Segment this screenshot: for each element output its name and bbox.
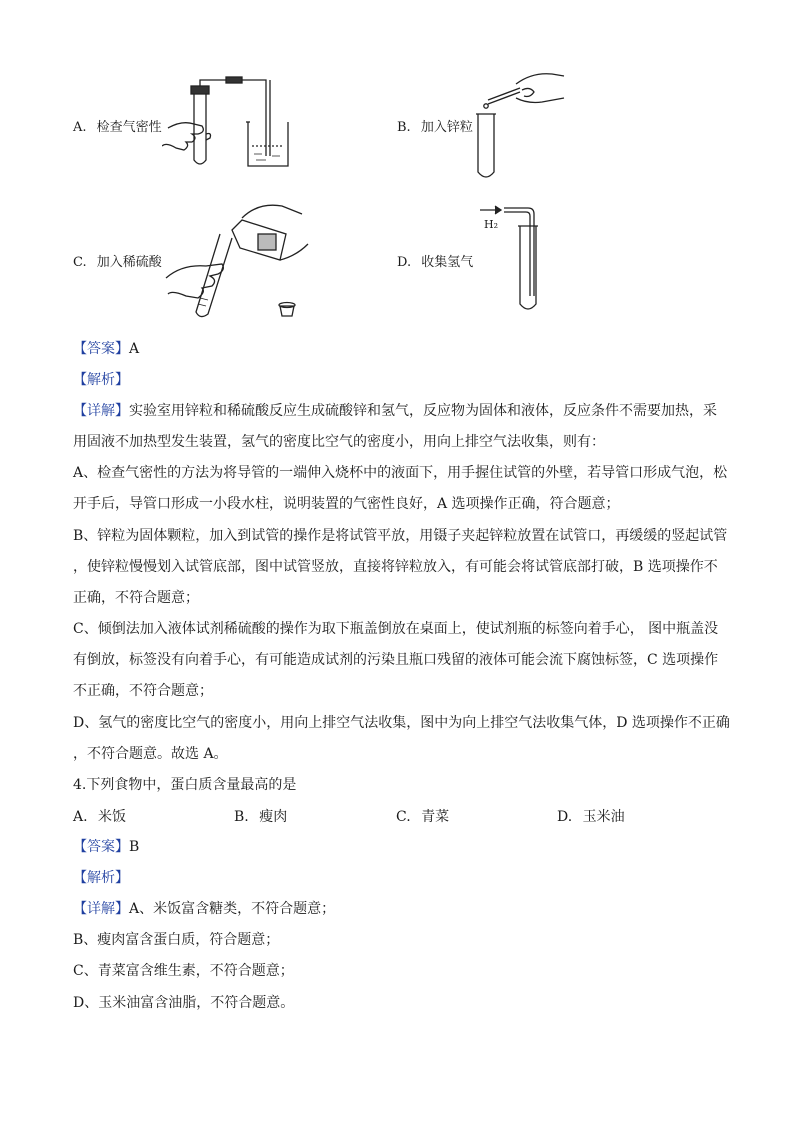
choice-b-letter: B. [234, 809, 249, 825]
airtightness-check-figure [162, 76, 294, 172]
choice-d-text: 玉米油 [582, 809, 625, 825]
detail-text: A、米饭富含糖类，不符合题意； [129, 901, 336, 917]
option-c-letter: C. [73, 255, 87, 270]
detail-text: 实验室用锌粒和稀硫酸反应生成硫酸锌和氢气，反应物为固体和液体，反应条件不需要加热，采 [129, 403, 717, 419]
detail-line: B、瘦肉富含蛋白质，符合题意； [73, 932, 280, 948]
detail-line: D、氢气的密度比空气的密度小，用向上排空气法收集，图中为向上排空气法收集气体，D 选项操作不正确 [73, 715, 730, 731]
choice-b [234, 806, 287, 826]
option-a-letter: A. [73, 120, 87, 135]
option-b-text: 加入锌粒 [420, 120, 473, 135]
detail-line: 不正确，不符合题意； [73, 683, 213, 699]
option-d-text: 收集氢气 [421, 255, 474, 270]
choice-c [396, 806, 449, 826]
detail-line: ，使锌粒慢慢划入试管底部，图中试管竖放，直接将锌粒放入，有可能会将试管底部打破，B 选项操作不 [73, 559, 718, 575]
detail-line: 用固液不加热型发生装置，氢气的密度比空气的密度小，用向上排空气法收集，则有： [73, 434, 605, 450]
detail-line: B、锌粒为固体颗粒，加入到试管的操作是将试管平放，用镊子夹起锌粒放置在试管口，再缓缓的竖起试管 [73, 528, 728, 544]
choice-a-letter: A. [73, 809, 88, 825]
choice-d-letter: D. [557, 809, 573, 825]
choice-a-text: 米饭 [98, 809, 127, 825]
option-d [397, 251, 473, 270]
detail-line: 正确，不符合题意； [73, 590, 199, 606]
analysis-line-q4 [73, 868, 733, 888]
analysis-tag: 【解析】 [73, 372, 129, 388]
add-acid-figure [162, 194, 312, 322]
choice-c-letter: C. [396, 809, 411, 825]
analysis-line-q3 [73, 370, 733, 390]
detail-line: 有倒放，标签没有向着手心，有可能造成试剂的污染且瓶口残留的液体可能会流下腐蚀标签，C 选项操作 [73, 652, 719, 668]
choice-c-text: 青菜 [421, 809, 450, 825]
detail-tag: 【详解】 [73, 403, 129, 419]
h2-label: H₂ [484, 218, 499, 231]
answer-tag: 【答案】 [73, 341, 129, 357]
answer-line-q4 [73, 837, 733, 857]
detail-line [73, 401, 733, 421]
answer-value: B [129, 839, 140, 855]
detail-line: 开手后，导管口形成一小段水柱，说明装置的气密性良好，A 选项操作正确，符合题意； [73, 496, 620, 512]
analysis-tag: 【解析】 [73, 870, 129, 886]
answer-tag: 【答案】 [73, 839, 129, 855]
option-a-text: 检查气密性 [96, 120, 162, 135]
option-d-letter: D. [397, 255, 412, 270]
detail-line: A、检查气密性的方法为将导管的一端伸入烧杯中的液面下，用手握住试管的外壁，若导管口形成气泡，松 [73, 465, 728, 481]
answer-line-q3 [73, 339, 733, 359]
option-b-letter: B. [397, 120, 411, 135]
option-c [73, 251, 162, 270]
choice-d [557, 806, 625, 826]
option-c-text: 加入稀硫酸 [96, 255, 162, 270]
detail-line: C、倾倒法加入液体试剂稀硫酸的操作为取下瓶盖倒放在桌面上，使试剂瓶的标签向着手心， 图中瓶盖没 [73, 621, 719, 637]
detail-line [73, 899, 733, 919]
add-zinc-figure [472, 68, 568, 182]
detail-line: ，不符合题意。故选 A。 [73, 746, 228, 762]
question-4-stem: 4.下列食物中，蛋白质含量最高的是 [73, 777, 297, 793]
detail-line: C、青菜富含维生素，不符合题意； [73, 963, 294, 979]
detail-line: D、玉米油富含油脂，不符合题意。 [73, 995, 295, 1011]
detail-tag: 【详解】 [73, 901, 129, 917]
answer-value: A [129, 341, 140, 357]
choice-a [73, 806, 126, 826]
option-a [73, 116, 162, 135]
collect-hydrogen-figure [478, 200, 548, 316]
choice-b-text: 瘦肉 [259, 809, 288, 825]
option-b [397, 116, 473, 135]
